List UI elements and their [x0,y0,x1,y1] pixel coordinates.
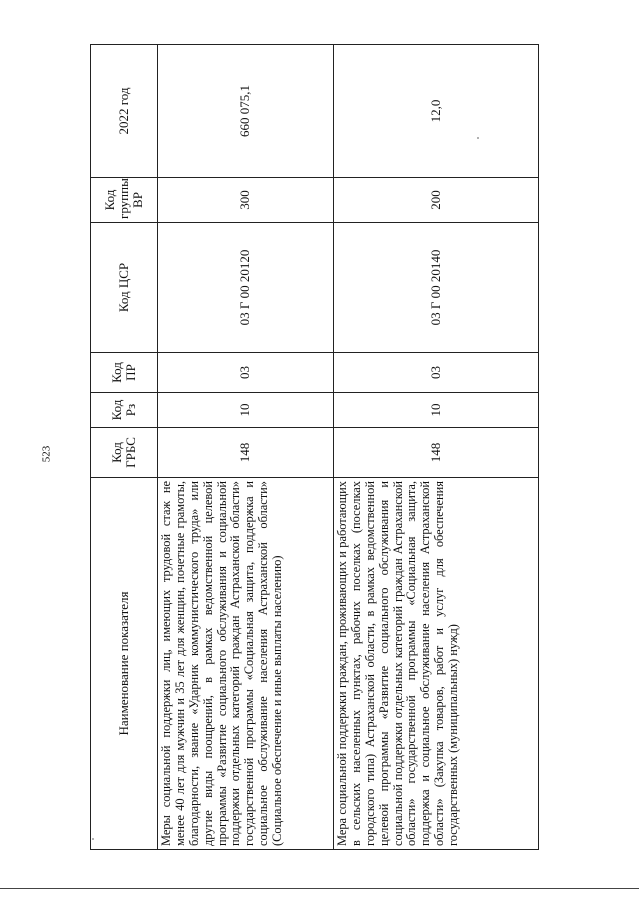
rotated-table-wrapper [90,45,538,850]
row-vr-cell: 300 [158,178,334,223]
bottom-rule [0,888,639,889]
row-year-cell: 660 075,1 [158,45,334,178]
header-pr: Код ПР [91,353,158,393]
row-name-cell: Мера социальной поддержки граждан, проживающих и работающих в сельских населенных пунктах, рабочих поселках (поселках городского типа) Астраханской области, в рамках ведомственной целевой программы «Развитие социального обслуживания и социальной поддержки отдельных категорий граждан Астраханской области» государственной программы «Социальная защита, поддержка и социальное обслуживание населения Астраханской области» (Закупка товаров, работ и услуг для обеспечения государственных (муниципальных) нужд) [334,478,539,850]
row-grbs-cell: 148 [158,428,334,478]
header-year: 2022 год [91,45,158,178]
row-name-cell: Меры социальной поддержки лиц, имеющих трудовой стаж не менее 40 лет для мужчин и 35 лет для женщин, почетные грамоты, благодарности, звание «Ударник коммунистического труда» или другие виды поощрений, в рамках ведомственной целевой программы «Развитие социального обслуживания и социальной поддержки отдельных категорий граждан Астраханской области» государственной программы «Социальная защита, поддержка и социальное обслуживание населения Астраханской области» (Социальное обеспечение и иные выплаты населению) [158,478,334,850]
row-pr-cell: 03 [158,353,334,393]
table-row [334,45,539,850]
page-number: 523 [40,445,53,463]
row-rz-cell: 10 [334,393,539,428]
row-csr-cell: 03 Г 00 20140 [334,223,539,353]
header-name: Наименование показателя [91,478,158,850]
row-vr-cell: 200 [334,178,539,223]
header-rz: Код Рз [91,393,158,428]
table-row [158,45,334,850]
row-rz-cell: 10 [158,393,334,428]
row-grbs-cell: 148 [334,428,539,478]
row-year-cell: 12,0 [334,45,539,178]
header-csr: Код ЦСР [91,223,158,353]
budget-table [90,44,539,850]
header-grbs: Код ГРБС [91,428,158,478]
header-vr: Код группы ВР [91,178,158,223]
row-pr-cell: 03 [334,353,539,393]
table-header-row [91,45,158,850]
row-csr-cell: 03 Г 00 20120 [158,223,334,353]
